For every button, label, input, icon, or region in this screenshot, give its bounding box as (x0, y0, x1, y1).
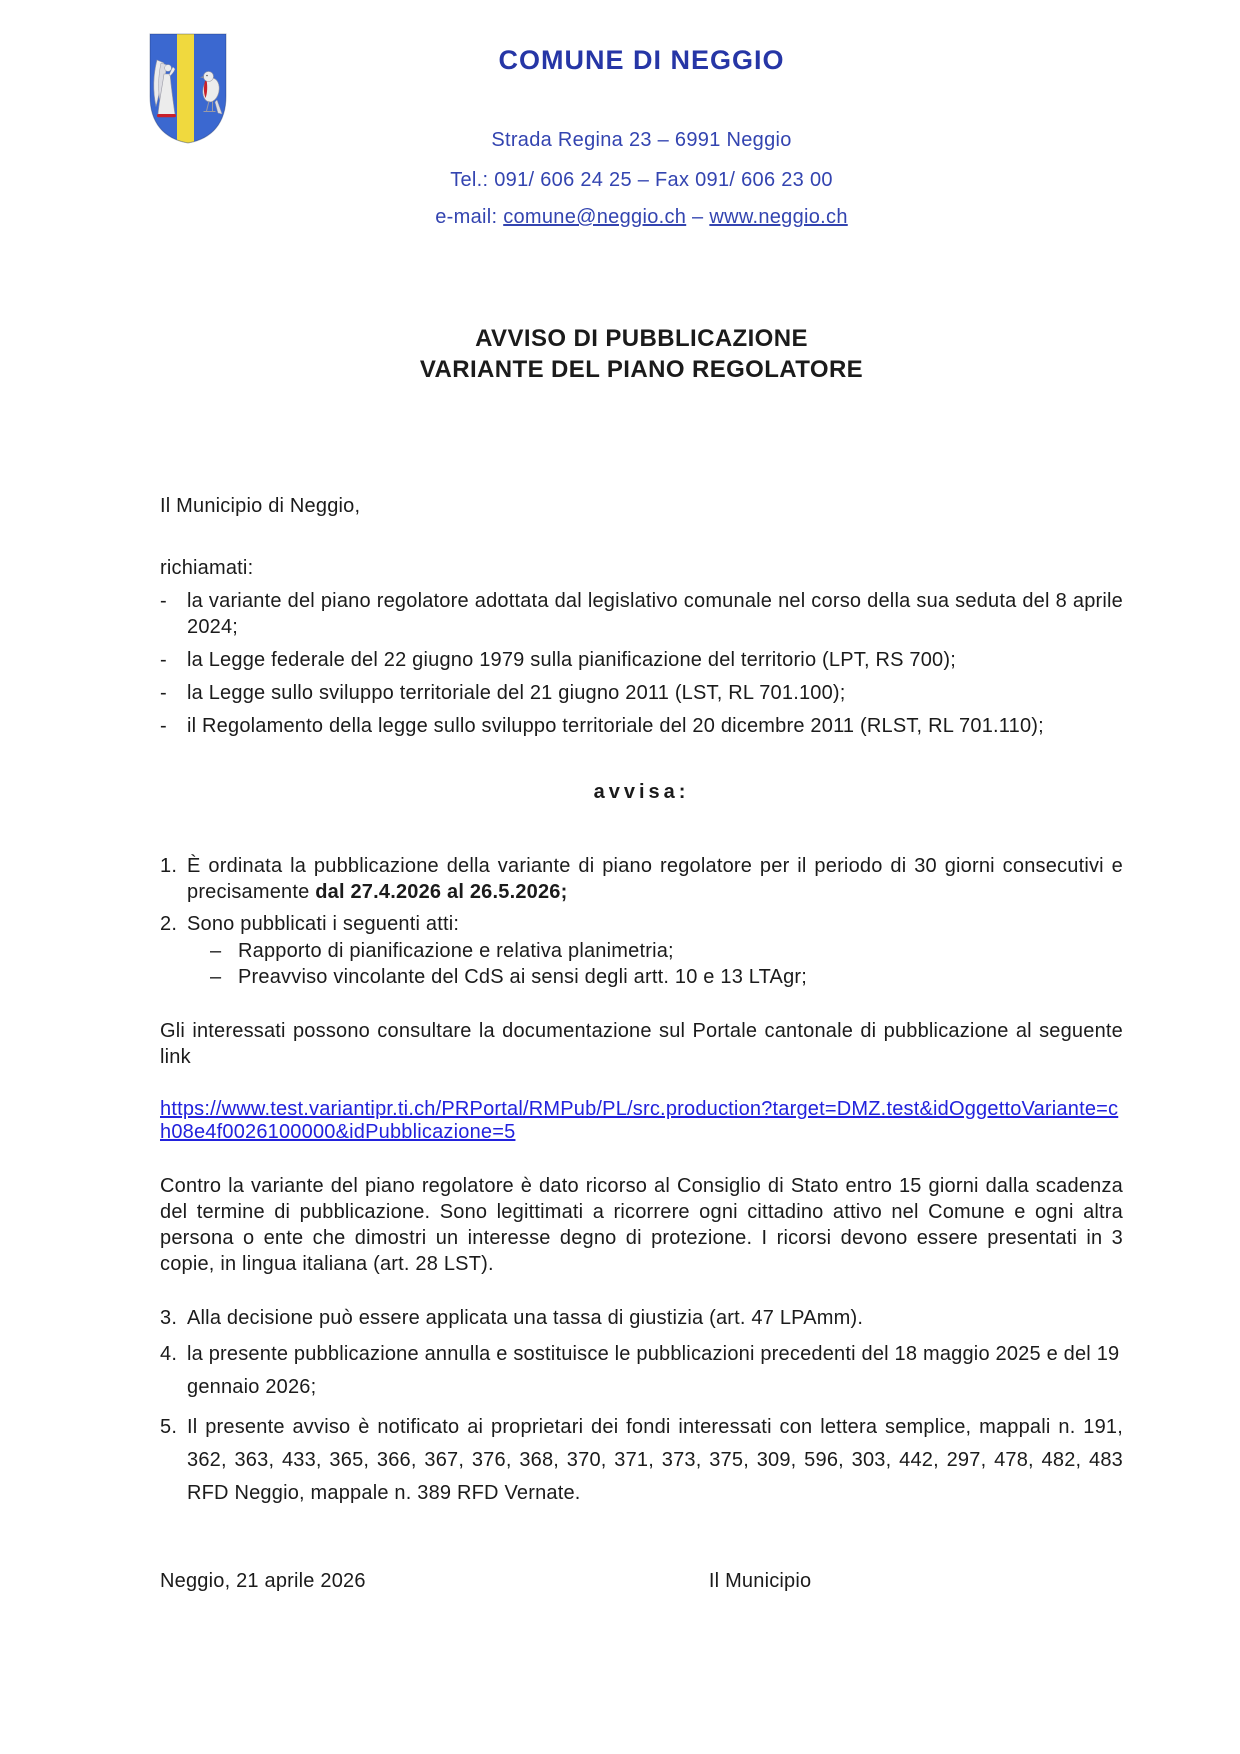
intro-line: Il Municipio di Neggio, (160, 495, 361, 517)
item-number: 4. (160, 1343, 178, 1365)
document-footer (160, 1568, 1123, 1598)
recital-item: - la Legge federale del 22 giugno 1979 sulla pianificazione del territorio (LPT, RS 700); (160, 649, 956, 671)
website-link[interactable]: www.neggio.ch (709, 206, 848, 228)
item-number: 2. (160, 913, 178, 935)
dash-marker: - (160, 590, 167, 612)
email-link[interactable]: comune@neggio.ch (503, 206, 687, 228)
signature: Il Municipio (708, 1570, 812, 1592)
email-prefix: e-mail: (435, 206, 504, 228)
dash-marker: - (160, 682, 167, 704)
phone-fax-line: Tel.: 091/ 606 24 25 – Fax 091/ 606 23 00 (450, 169, 833, 191)
recital-item: - la Legge sullo sviluppo territoriale del 21 giugno 2011 (LST, RL 701.100); (160, 682, 846, 704)
portal-link-wrap (160, 1098, 1123, 1145)
numbered-item-1: 1. È ordinata la pubblicazione della variante di piano regolatore per il periodo di 30 giorni consecutivi e precisamente dal 27.4.2026 al 26.5.2026; (160, 855, 1123, 903)
sub-item: – Preavviso vincolante del CdS ai sensi degli artt. 10 e 13 LTAgr; (210, 966, 808, 988)
numbered-item-4: 4. la presente pubblicazione annulla e sostituisce le pubblicazioni precedenti del 18 maggio 2025 e del 19 gennaio 2026; (160, 1338, 1123, 1404)
numbered-item-2: 2. Sono pubblicati i seguenti atti: (160, 913, 460, 935)
sub-item: – Rapporto di pianificazione e relativa planimetria; (210, 940, 674, 962)
appeal-paragraph: Contro la variante del piano regolatore è dato ricorso al Consiglio di Stato entro 15 giorni dalla scadenza del termine di pubblicazione. Sono legittimati a ricorrere ogni cittadino attivo nel Comune e ogni altra persona o ente che dimostri un interesse degno di protezione. I ricorsi devono essere presentati in 3 copie, in lingua italiana (art. 28 LST). (160, 1175, 1123, 1275)
numbered-item-5: 5. Il presente avviso è notificato ai proprietari dei fondi interessati con lettera semplice, mappali n. 191, 362, 363, 433, 365, 366, 367, 376, 368, 370, 371, 373, 375, 309, 596, 303, 442, 297, 478, 482, 483 RFD Neggio, mappale n. 389 RFD Vernate. (160, 1411, 1123, 1510)
street-address: Strada Regina 23 – 6991 Neggio (491, 129, 792, 151)
document-body (160, 0, 1123, 1598)
numbered-item-3: 3. Alla decisione può essere applicata una tassa di giustizia (art. 47 LPAmm). (160, 1307, 864, 1329)
item-number: 3. (160, 1307, 178, 1329)
portal-link[interactable]: https://www.test.variantipr.ti.ch/PRPortal/RMPub/PL/src.production?target=DMZ.test&idOggettoVariante=ch08e4f0026100000&idPubblicazione=5 (160, 1098, 1119, 1143)
email-separator: – (686, 206, 710, 228)
recital-item: - la variante del piano regolatore adottata dal legislativo comunale nel corso della sua seduta del 8 aprile 2024; (160, 590, 1123, 638)
municipality-name: COMUNE DI NEGGIO (498, 45, 785, 75)
endash-marker: – (210, 966, 222, 988)
recital-item: - il Regolamento della legge sullo sviluppo territoriale del 20 dicembre 2011 (RLST, RL 701.110); (160, 715, 1044, 737)
announce-label: avvisa: (593, 781, 690, 803)
document-title-line2: VARIANTE DEL PIANO REGOLATORE (419, 356, 864, 383)
document-title-line1: AVVISO DI PUBBLICAZIONE (475, 325, 808, 352)
publication-period: dal 27.4.2026 al 26.5.2026; (315, 881, 568, 903)
document-title (160, 323, 1123, 385)
consult-paragraph: Gli interessati possono consultare la documentazione sul Portale cantonale di pubblicazione al seguente link (160, 1020, 1123, 1068)
place-date: Neggio, 21 aprile 2026 (160, 1570, 366, 1592)
item-number: 1. (160, 855, 178, 877)
endash-marker: – (210, 940, 222, 962)
item-number: 5. (160, 1416, 178, 1438)
dash-marker: - (160, 649, 167, 671)
recitals-list (160, 588, 1123, 739)
recitals-label: richiamati: (160, 557, 254, 579)
published-acts-list (210, 938, 1123, 990)
dash-marker: - (160, 715, 167, 737)
